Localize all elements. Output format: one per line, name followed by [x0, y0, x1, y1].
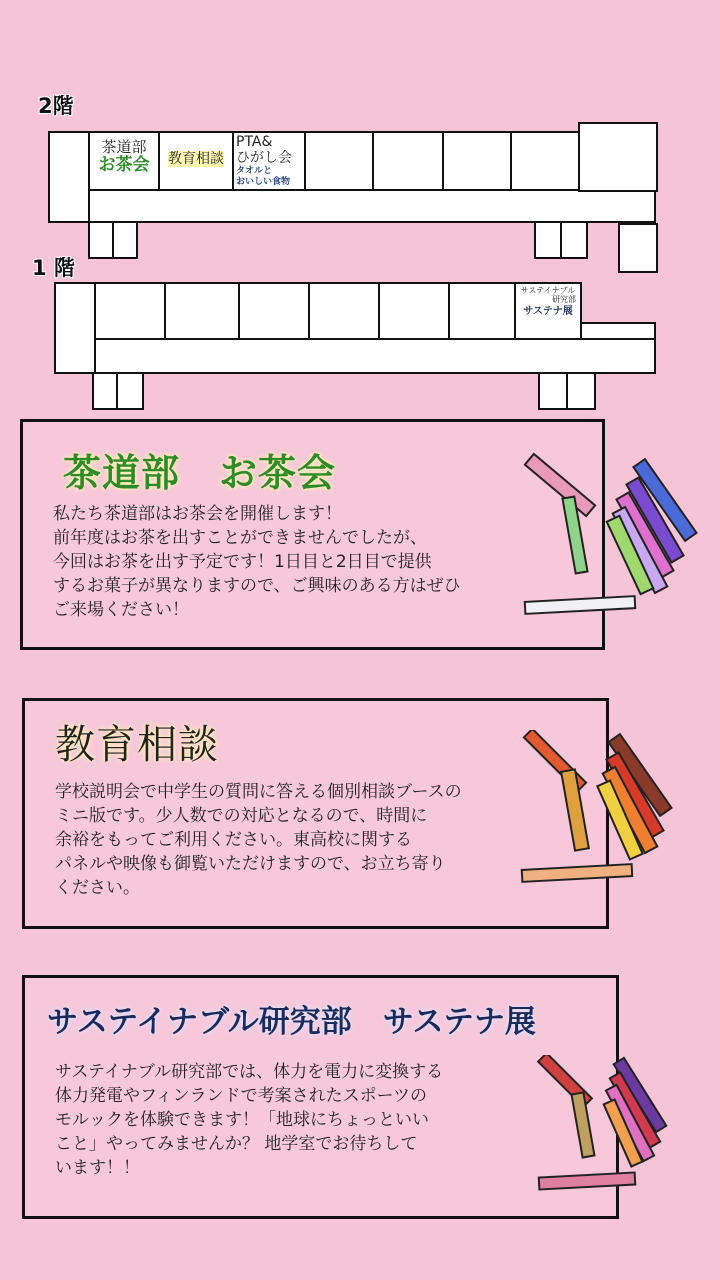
floor2-stair-right-a [534, 221, 562, 259]
room-kyoiku[interactable] [158, 131, 234, 191]
room-1f-4[interactable] [308, 282, 380, 340]
room-1f-2[interactable] [164, 282, 240, 340]
floor2-stair-left-b [112, 221, 138, 259]
room-kyoiku-name: 教育相談 [168, 151, 224, 167]
crayons-illustration-2 [515, 730, 705, 890]
room-sustain[interactable] [514, 282, 582, 340]
floor1-stair-left-b [116, 372, 144, 410]
floor-2-label: 2階 [38, 94, 74, 118]
crayons-illustration-1 [515, 445, 720, 635]
room-sado-event: お茶会 [98, 155, 150, 176]
room-pta[interactable] [232, 131, 306, 191]
card-sustain [22, 975, 619, 1219]
room-pta-sub: ひがし会 [236, 150, 292, 167]
room-1f-3[interactable] [238, 282, 310, 340]
card-sado-title: 茶道部 お茶会 [63, 451, 337, 495]
floor2-corridor [88, 189, 656, 223]
room-sustain-event: サステナ展 [523, 306, 573, 318]
room-1f-5[interactable] [378, 282, 450, 340]
room-2f-6[interactable] [442, 131, 512, 191]
room-1f-6[interactable] [448, 282, 516, 340]
card-kyoiku-title: 教育相談 [55, 722, 219, 768]
floor2-left-block [48, 131, 90, 223]
card-sustain-title: サステイナブル研究部 サステナ展 [47, 1004, 536, 1040]
floor1-left-block [54, 282, 96, 374]
floor1-corridor [94, 338, 656, 374]
room-sado[interactable] [88, 131, 160, 191]
room-pta-event1: タオルと [236, 166, 273, 177]
floor1-stair-left-a [92, 372, 118, 410]
room-2f-7[interactable] [510, 131, 580, 191]
floor1-stair-right-b [566, 372, 596, 410]
card-sustain-body: サステイナブル研究部では、体力を電力に変換する 体力発電やフィンランドで考案されたスポーツの モルックを体験できます！「地球にちょっといい こと」やってみませんか？ 地学室でお待ちして います！！ [55, 1062, 444, 1178]
floor2-stair-left-a [88, 221, 114, 259]
room-sustain-name2: 研究部 [552, 295, 576, 305]
floor1-stair-right-a [538, 372, 568, 410]
room-pta-event2: おいしい食物 [236, 176, 291, 187]
room-sustain-name1: サステイナブル [520, 286, 576, 295]
floor2-stair-right-b [560, 221, 588, 259]
room-2f-5[interactable] [372, 131, 444, 191]
room-1f-1[interactable] [94, 282, 166, 340]
room-pta-name: PTA& [236, 134, 273, 150]
card-kyoiku-body: 学校説明会で中学生の質問に答える個別相談ブースの ミニ版です。少人数での対応となるので、時間に 余裕をもってご利用ください。東高校に関する パネルや映像も御覧いただけますので、お立ち寄り ください。 [55, 782, 462, 898]
room-sado-name: 茶道部 [101, 138, 147, 156]
floor-1-label: 1 階 [32, 256, 75, 280]
card-sado-body: 私たち茶道部はお茶会を開催します！ 前年度はお茶を出すことができませんでしたが、 今回はお茶を出す予定です！1日目と2日目で提供 するお菓子が異なりますので、ご興味のある方はぜひ ご来場ください！ [53, 504, 461, 620]
floor1-right-stub [580, 322, 656, 340]
floor2-right-block [578, 122, 658, 192]
floor2-right-annex [618, 223, 658, 273]
crayons-illustration-3 [535, 1055, 685, 1195]
room-2f-4[interactable] [304, 131, 374, 191]
